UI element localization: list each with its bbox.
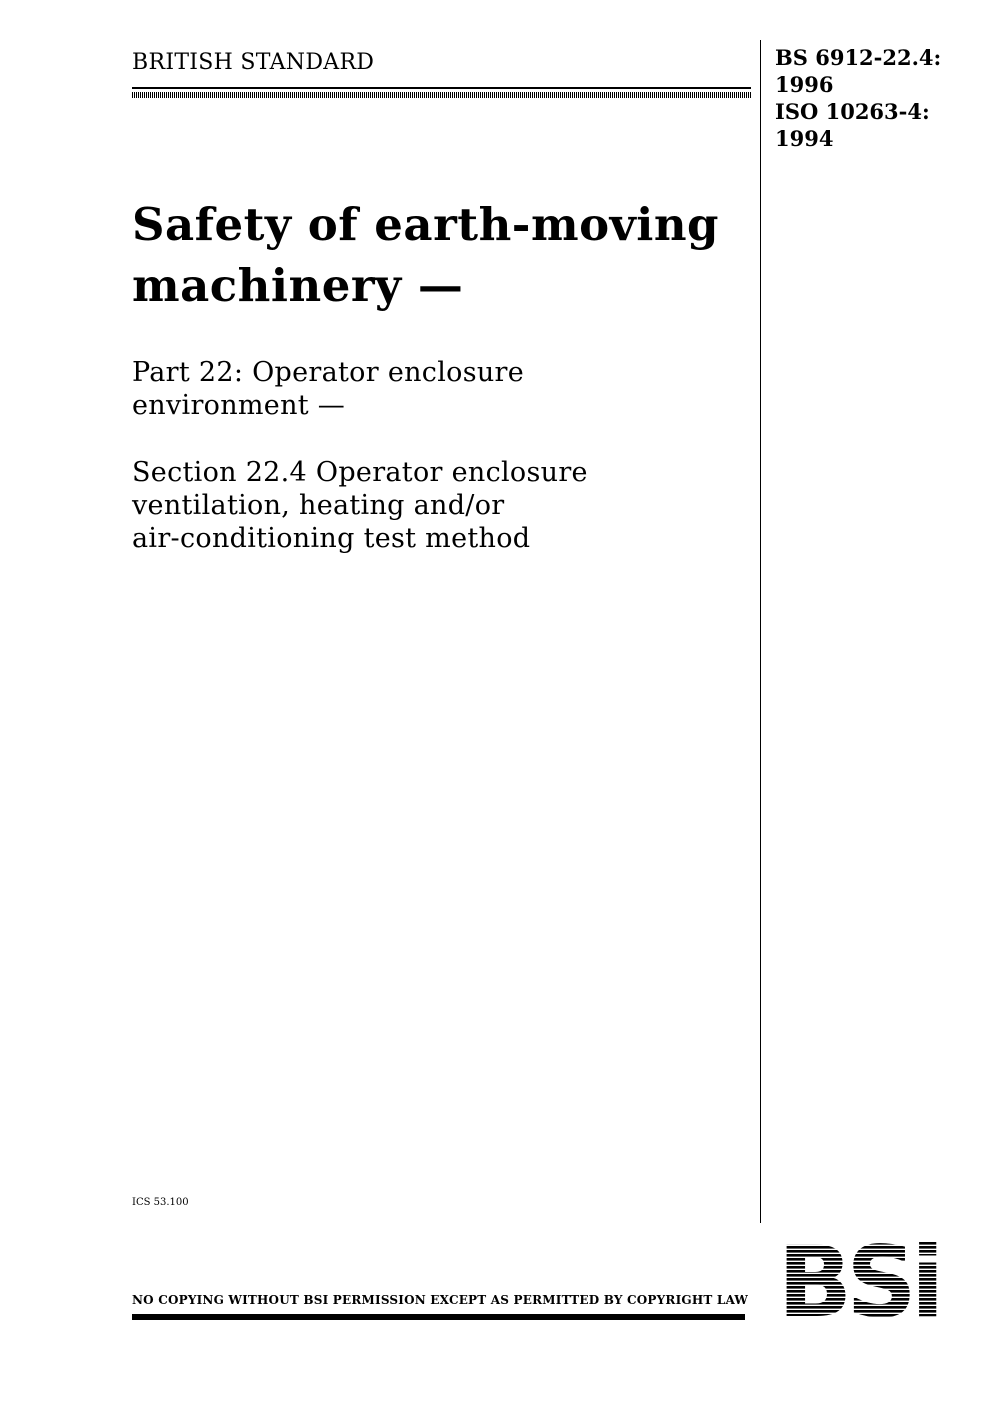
bsi-logo [770, 1242, 946, 1322]
iso-year: 1994 [775, 126, 834, 151]
document-title [132, 194, 752, 316]
margin-divider [760, 40, 761, 1223]
bs-year: 1996 [775, 72, 834, 97]
ics-code: ICS 53.100 [132, 1197, 189, 1208]
part-title [132, 356, 752, 422]
iso-number: ISO 10263-4: [775, 99, 930, 124]
header-hatched-rule [132, 92, 751, 98]
standard-references [775, 44, 941, 152]
section-line-2: ventilation, heating and/or [132, 490, 505, 521]
copyright-notice: NO COPYING WITHOUT BSI PERMISSION EXCEPT AS PERMITTED BY COPYRIGHT LAW [132, 1293, 749, 1307]
standard-type-label: BRITISH STANDARD [132, 50, 375, 75]
header-rule [132, 87, 751, 89]
section-line-3: air-conditioning test method [132, 523, 531, 554]
title-line-1: Safety of earth-moving [132, 198, 720, 251]
part-line-1: Part 22: Operator enclosure [132, 357, 525, 388]
title-line-2: machinery — [132, 259, 464, 312]
footer-rule [132, 1314, 745, 1320]
part-line-2: environment — [132, 390, 346, 421]
bs-number: BS 6912-22.4: [775, 45, 942, 70]
section-title [132, 456, 752, 555]
section-line-1: Section 22.4 Operator enclosure [132, 457, 588, 488]
